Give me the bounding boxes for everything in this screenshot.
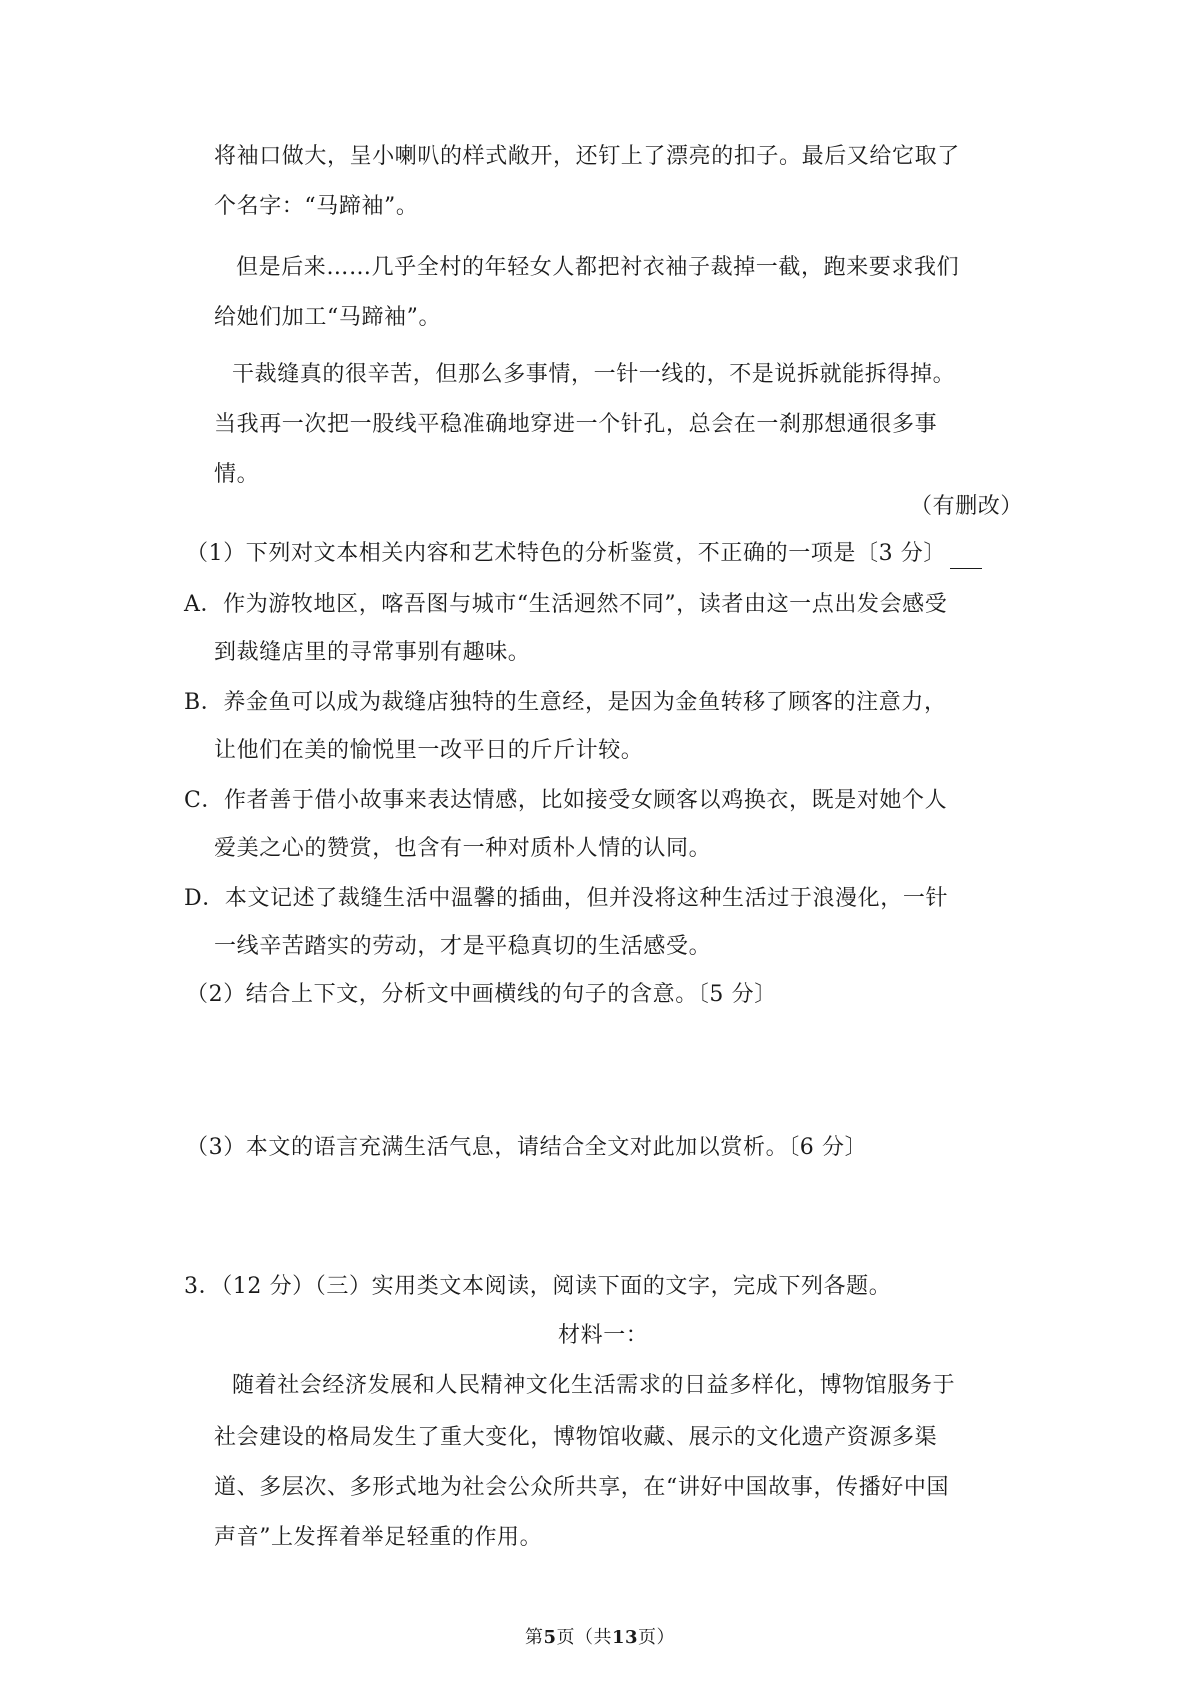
passage-p1-line2: 个名字：“马蹄袖”。 xyxy=(214,194,419,219)
footer-total-pages: 13 xyxy=(611,1627,639,1648)
passage-p2-line2: 给她们加工“马蹄袖”。 xyxy=(214,305,442,330)
material-1-line1: 随着社会经济发展和人民精神文化生活需求的日益多样化，博物馆服务于 xyxy=(232,1373,956,1398)
option-d-line2: 一线辛苦踏实的劳动，才是平稳真切的生活感受。 xyxy=(214,934,712,959)
passage-p2-line1: 但是后来……几乎全村的年轻女人都把衬衣袖子裁掉一截，跑来要求我们 xyxy=(236,255,960,280)
abridged-note: （有删改） xyxy=(910,494,1024,519)
passage-p3-line1: 干裁缝真的很辛苦，但那么多事情，一针一线的，不是说拆就能拆得掉。 xyxy=(232,362,956,387)
footer-prefix: 第 xyxy=(524,1627,544,1648)
question-3-stem: （3）本文的语言充满生活气息，请结合全文对此加以赏析。〔6 分〕 xyxy=(186,1135,868,1160)
material-1-line2: 社会建设的格局发生了重大变化，博物馆收藏、展示的文化遗产资源多渠 xyxy=(214,1425,938,1450)
question-2-stem: （2）结合上下文，分析文中画横线的句子的含意。〔5 分〕 xyxy=(186,982,777,1007)
option-c-line1: C．作者善于借小故事来表达情感，比如接受女顾客以鸡换衣，既是对她个人 xyxy=(184,788,948,813)
material-1-line3: 道、多层次、多形式地为社会公众所共享，在“讲好中国故事，传播好中国 xyxy=(214,1475,950,1500)
option-c-line2: 爱美之心的赞赏，也含有一种对质朴人情的认同。 xyxy=(214,836,712,861)
question-1-stem xyxy=(186,539,982,569)
option-b-line2: 让他们在美的愉悦里一改平日的斤斤计较。 xyxy=(214,738,644,763)
passage-p3-line2: 当我再一次把一股线平稳准确地穿进一个针孔，总会在一刹那想通很多事 xyxy=(214,412,938,437)
option-d-line1: D．本文记述了裁缝生活中温馨的插曲，但并没将这种生活过于浪漫化，一针 xyxy=(184,886,949,911)
material-1-title: 材料一： xyxy=(558,1323,649,1348)
answer-blank xyxy=(950,546,982,569)
section-3-heading: 3．（12 分）（三）实用类文本阅读，阅读下面的文字，完成下列各题。 xyxy=(184,1274,892,1299)
footer-mid: 页（共 xyxy=(556,1627,612,1648)
footer-suffix: 页） xyxy=(638,1627,676,1648)
option-a-line2: 到裁缝店里的寻常事别有趣味。 xyxy=(214,640,531,665)
passage-p3-line3: 情。 xyxy=(214,462,260,487)
material-1-line4: 声音”上发挥着举足轻重的作用。 xyxy=(214,1525,543,1550)
passage-p1-line1: 将袖口做大，呈小喇叭的样式敞开，还钉上了漂亮的扣子。最后又给它取了 xyxy=(214,144,960,169)
footer-page-number: 5 xyxy=(543,1627,557,1648)
option-b-line1: B．养金鱼可以成为裁缝店独特的生意经，是因为金鱼转移了顾客的注意力， xyxy=(184,690,947,715)
page-footer xyxy=(0,1626,1200,1650)
option-a-line1: A．作为游牧地区，喀吾图与城市“生活迥然不同”，读者由这一点出发会感受 xyxy=(184,592,948,617)
question-1-text: （1）下列对文本相关内容和艺术特色的分析鉴赏，不正确的一项是〔3 分〕 xyxy=(186,541,946,566)
